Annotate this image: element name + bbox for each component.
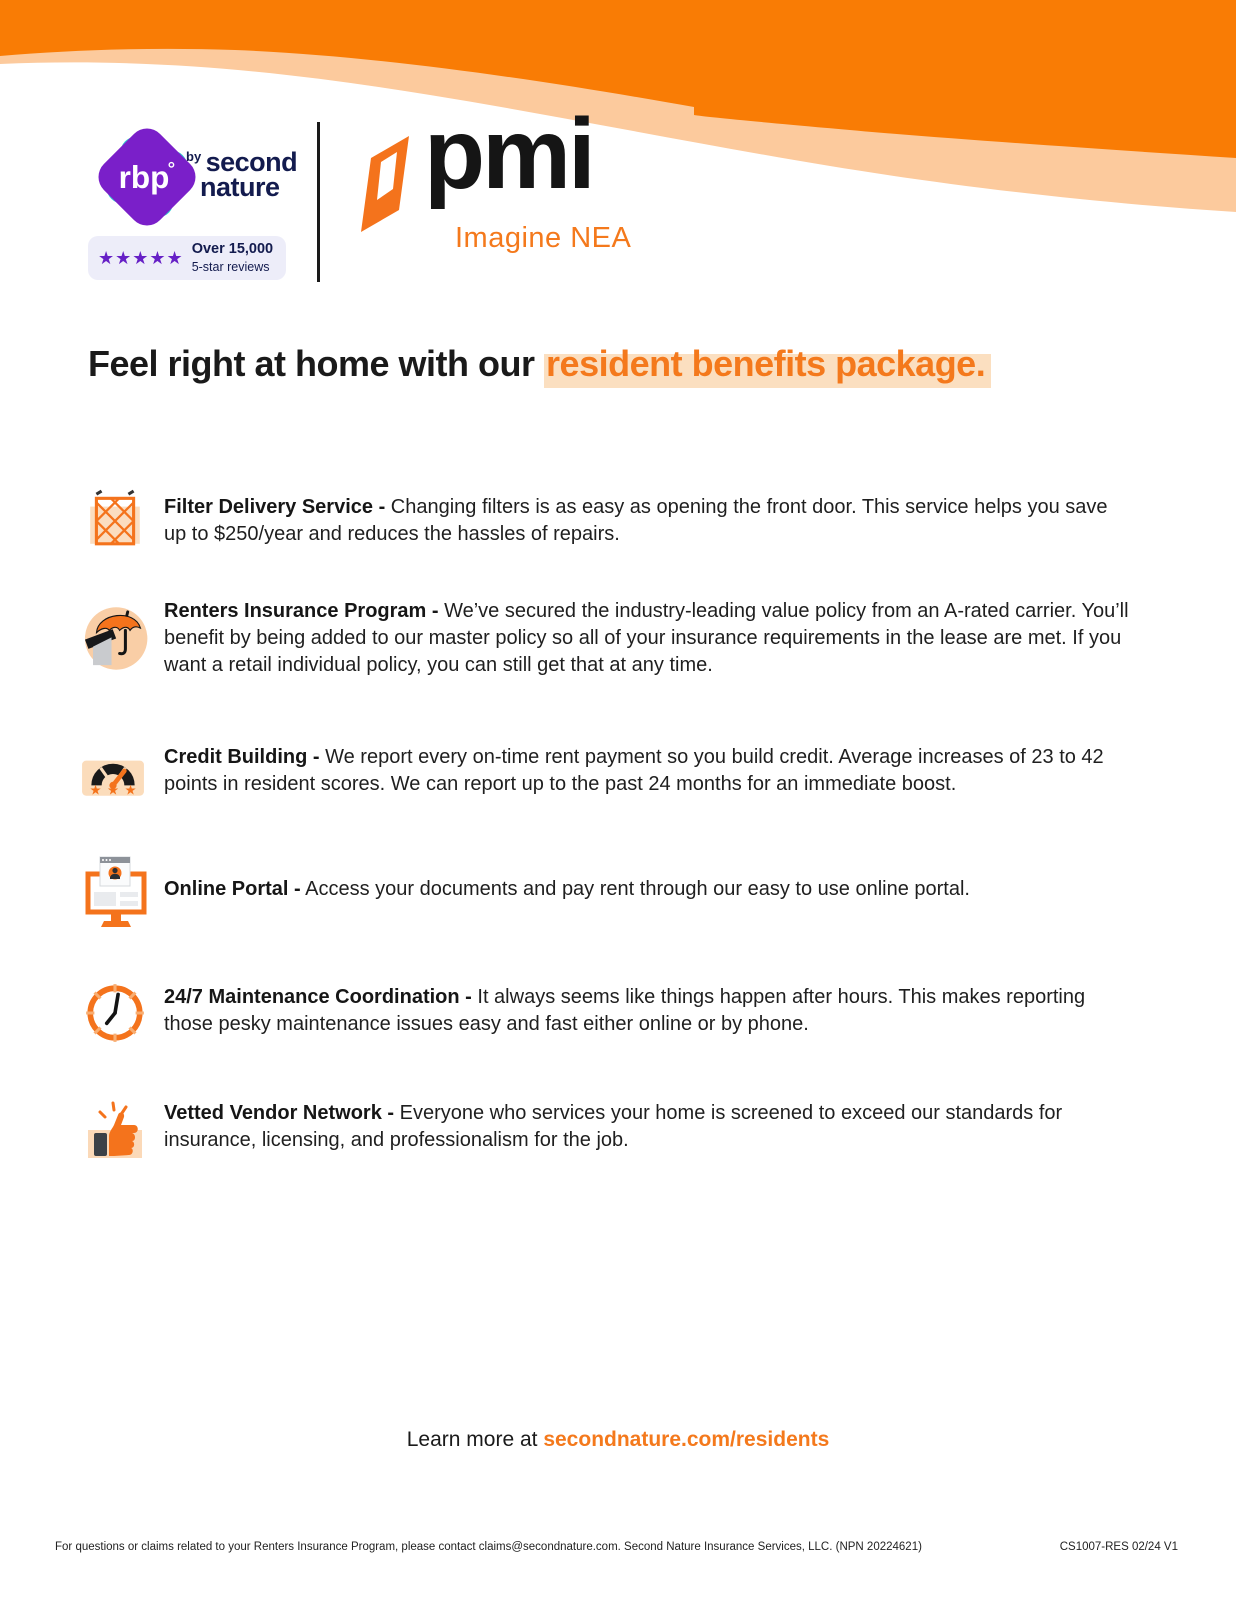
legal-disclaimer: For questions or claims related to your Renters Insurance Program, please contact claims@secondnature.com. Second Nature Insurance Services, LLC. (NPN 20224621) (55, 1541, 922, 1553)
by-label: by (186, 149, 202, 164)
benefit-description: It always seems like things happen after hours. This makes reporting those pesky maintenance issues easy and fast either online or by phone. (164, 986, 1086, 1035)
headline-prefix: Feel right at home with our (88, 343, 535, 384)
logo-divider (317, 122, 320, 282)
benefit-title: 24/7 Maintenance Coordination - (164, 986, 472, 1008)
benefit-item (164, 876, 1129, 903)
benefit-description: Access your documents and pay rent through our easy to use online portal. (305, 878, 970, 900)
benefit-item (164, 598, 1129, 679)
thumbs-up-icon (86, 1092, 144, 1162)
credit-gauge-icon (80, 740, 146, 806)
clock-icon (82, 980, 148, 1046)
svg-text:★: ★ (124, 782, 137, 798)
benefit-title: Credit Building - (164, 746, 320, 768)
benefit-item (164, 1100, 1129, 1154)
pmi-wordmark: pmi (424, 98, 593, 210)
svg-text:★: ★ (89, 782, 102, 798)
reviews-count: Over 15,000 (191, 240, 274, 257)
learn-more-prefix: Learn more at (406, 1428, 538, 1451)
benefit-description: Changing filters is as easy as opening the front door. This service helps you save up to $250/year and reduces the hassles of repairs. (164, 496, 1108, 545)
benefit-description: We’ve secured the industry-leading value policy from an A-rated carrier. You’ll benefit by being added to our master policy so all of your insurance requirements in the lease are met. If you want a retail individual policy, you can still get that at any time. (164, 600, 1129, 676)
benefit-item (164, 744, 1129, 798)
benefit-title: Filter Delivery Service - (164, 496, 386, 518)
svg-text:★: ★ (106, 782, 120, 798)
benefit-title: Vetted Vendor Network - (164, 1102, 395, 1124)
reviews-text (192, 240, 273, 277)
five-stars-icon: ★★★★★ (98, 248, 184, 268)
page-title (88, 343, 1168, 385)
benefit-item (164, 494, 1129, 548)
pmi-logo-icon (356, 134, 418, 234)
reviews-badge (88, 236, 286, 280)
document-code: CS1007-RES 02/24 V1 (1059, 1541, 1178, 1553)
benefit-item (164, 984, 1129, 1038)
air-filter-icon (84, 488, 146, 550)
rbp-mark-text: rbp (118, 159, 170, 196)
brand-second: second (205, 147, 298, 177)
learn-more-line (0, 1428, 1236, 1452)
pmi-tagline: Imagine NEA (455, 222, 632, 254)
benefit-title: Renters Insurance Program - (164, 600, 439, 622)
umbrella-house-icon (78, 598, 152, 672)
benefit-description: We report every on-time rent payment so you build credit. Average increases of 23 to 42 points in resident scores. We can report up to the past 24 months for an immediate boost. (164, 746, 1104, 795)
brand-nature: nature (200, 172, 280, 203)
benefit-title: Online Portal - (164, 878, 301, 900)
headline-highlight: resident benefits package. (544, 343, 991, 388)
reviews-caption: 5-star reviews (191, 260, 270, 274)
learn-more-link[interactable]: secondnature.com/residents (543, 1428, 830, 1451)
second-nature-wordmark (186, 147, 316, 203)
benefit-description: Everyone who services your home is screened to exceed our standards for insurance, licensing, and professionalism for the job. (164, 1102, 1063, 1151)
online-portal-monitor-icon (84, 852, 148, 936)
